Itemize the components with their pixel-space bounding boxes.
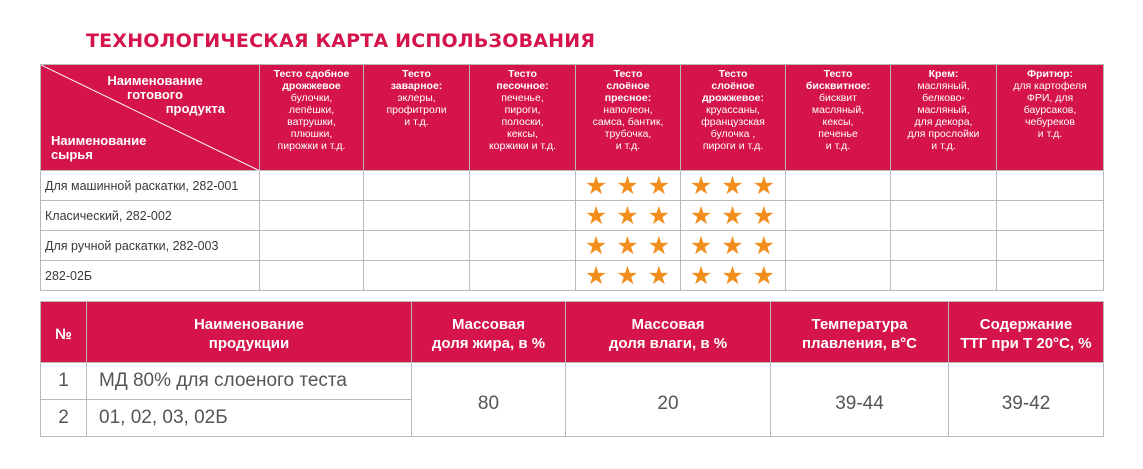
star-icon: ★ [689, 171, 714, 200]
empty-rating-cell [786, 231, 891, 261]
category-examples-line: ватрушки, [287, 116, 336, 128]
star-icon: ★ [616, 201, 640, 230]
product-category-header [576, 65, 681, 171]
category-title-line: Тесто [508, 68, 537, 80]
raw-material-row [41, 201, 1104, 231]
product-category-header [364, 65, 470, 171]
category-title-line: бисквитное: [805, 80, 871, 92]
column-header-line: доля жира, в % [431, 335, 546, 352]
finished-product-label: Наименование готового продукта [107, 73, 225, 116]
star-icon: ★ [752, 201, 777, 230]
category-title-line: Тесто [718, 68, 748, 80]
column-header-line: Наименование [193, 316, 305, 333]
category-examples-line: и т.д. [615, 140, 641, 152]
product-column-header [771, 302, 949, 363]
product-column-header [412, 302, 566, 363]
product-number: 2 [41, 400, 87, 437]
empty-rating-cell [891, 231, 997, 261]
category-examples-line: масляный, [917, 80, 970, 92]
raw-material-name: Для ручной раскатки, 282-003 [41, 231, 260, 261]
raw-material-name: Для машинной раскатки, 282-001 [41, 171, 260, 201]
category-title-line: Фритюр: [1027, 68, 1073, 80]
product-category-header [997, 65, 1104, 171]
column-header-line: Массовая [631, 316, 705, 333]
empty-rating-cell [470, 201, 576, 231]
empty-rating-cell [891, 201, 997, 231]
empty-rating-cell [364, 201, 470, 231]
column-header-line: плавления, в°С [801, 335, 918, 352]
star-icon: ★ [584, 201, 609, 230]
product-header-row [41, 302, 1104, 363]
product-name: МД 80% для слоеного теста [87, 363, 412, 400]
star-rating-cell [681, 171, 786, 201]
raw-material-name: Класический, 282-002 [41, 201, 260, 231]
star-rating-cell [576, 261, 681, 291]
category-examples-line: самса, бантик, [592, 116, 664, 128]
empty-rating-cell [364, 231, 470, 261]
category-title-line: заварное: [390, 80, 443, 92]
empty-rating-cell [470, 231, 576, 261]
category-examples-line: пироги, [504, 104, 541, 116]
product-column-header [41, 302, 87, 363]
category-examples-line: и т.д. [825, 140, 851, 152]
empty-rating-cell [891, 171, 997, 201]
product-row [41, 363, 1104, 400]
usage-table-body [41, 171, 1104, 291]
usage-table [40, 64, 1104, 291]
star-icon: ★ [721, 261, 745, 290]
category-examples-line: коржики и т.д. [488, 140, 557, 152]
star-icon: ★ [752, 261, 777, 290]
star-icon: ★ [584, 261, 609, 290]
category-title-line: песочное: [496, 80, 549, 92]
star-rating-cell [576, 231, 681, 261]
category-examples-line: пирожки и т.д. [277, 140, 346, 152]
star-rating-cell [681, 201, 786, 231]
category-examples-line: и т.д. [1037, 128, 1063, 140]
star-icon: ★ [647, 201, 672, 230]
product-column-header [87, 302, 412, 363]
empty-rating-cell [260, 261, 364, 291]
category-title-line: слоёное [711, 80, 755, 92]
raw-material-row [41, 171, 1104, 201]
star-icon: ★ [752, 171, 777, 200]
star-icon: ★ [689, 231, 714, 260]
empty-rating-cell [364, 171, 470, 201]
category-title-line: Тесто [402, 68, 431, 80]
solid-fat-content-value: 39-42 [949, 363, 1104, 437]
star-icon: ★ [616, 231, 640, 260]
category-examples-line: круассаны, [706, 104, 760, 116]
raw-material-row [41, 261, 1104, 291]
star-icon: ★ [584, 231, 609, 260]
category-examples-line: бисквит [819, 92, 857, 104]
category-title-line: Тесто [823, 68, 853, 80]
category-examples-line: баурсаков, [1023, 104, 1077, 116]
star-icon: ★ [584, 171, 609, 200]
star-icon: ★ [721, 231, 745, 260]
column-header-line: Температура [811, 316, 908, 333]
empty-rating-cell [260, 171, 364, 201]
star-rating-cell [681, 261, 786, 291]
category-title-line: Крем: [928, 68, 959, 80]
empty-rating-cell [470, 261, 576, 291]
category-examples-line: белково- [922, 92, 965, 104]
column-header-line: продукции [208, 335, 290, 352]
star-icon: ★ [689, 261, 714, 290]
empty-rating-cell [364, 261, 470, 291]
empty-rating-cell [260, 201, 364, 231]
melting-temperature-value: 39-44 [771, 363, 949, 437]
star-icon: ★ [647, 261, 672, 290]
column-header-line: доля влаги, в % [608, 335, 728, 352]
category-examples-line: для декора, [914, 116, 973, 128]
product-name: 01, 02, 03, 02Б [87, 400, 412, 437]
category-examples-line: для картофеля [1013, 80, 1087, 92]
category-title-line: Тесто сдобное [273, 68, 350, 80]
category-examples-line: и т.д. [404, 116, 429, 128]
category-examples-line: наполеон, [603, 104, 653, 116]
star-icon: ★ [616, 171, 640, 200]
corner-header-cell [41, 65, 260, 171]
category-examples-line: печенье [818, 128, 858, 140]
category-title-line: пресное: [604, 92, 652, 104]
empty-rating-cell [470, 171, 576, 201]
empty-rating-cell [997, 171, 1104, 201]
category-examples-line: лепёшки, [288, 104, 335, 116]
category-examples-line: французская [701, 116, 765, 128]
product-category-header [681, 65, 786, 171]
empty-rating-cell [786, 261, 891, 291]
product-category-header [470, 65, 576, 171]
category-examples-line: и т.д. [931, 140, 956, 152]
fat-content-value: 80 [412, 363, 566, 437]
empty-rating-cell [997, 231, 1104, 261]
category-examples-line: кексы, [822, 116, 854, 128]
star-rating-cell [576, 201, 681, 231]
empty-rating-cell [891, 261, 997, 291]
raw-material-label: Наименование сырья [51, 133, 147, 162]
column-header-line: Массовая [452, 316, 525, 333]
category-title-line: дрожжевое [282, 80, 341, 92]
empty-rating-cell [997, 261, 1104, 291]
category-examples-line: булочки, [290, 92, 333, 104]
product-column-header [949, 302, 1104, 363]
star-icon: ★ [689, 201, 714, 230]
category-examples-line: печенье, [501, 92, 544, 104]
raw-material-row [41, 231, 1104, 261]
column-header-line: Содержание [979, 316, 1073, 333]
column-header-line: № [55, 325, 72, 343]
category-examples-line: булочка , [710, 128, 756, 140]
product-category-header [891, 65, 997, 171]
column-header-line: ТТГ при Т 20°С, % [960, 335, 1092, 352]
category-examples-line: кексы, [507, 128, 538, 140]
category-title-line: дрожжевое: [701, 92, 764, 104]
category-examples-line: полоски, [501, 116, 544, 128]
product-table [40, 301, 1104, 437]
star-icon: ★ [647, 231, 672, 260]
product-category-header [786, 65, 891, 171]
category-examples-line: чебуреков [1025, 116, 1075, 128]
star-icon: ★ [616, 261, 640, 290]
usage-header-row [41, 65, 1104, 171]
category-examples-line: пироги и т.д. [702, 140, 764, 152]
category-examples-line: масляный, [917, 104, 970, 116]
category-examples-line: плюшки, [290, 128, 333, 140]
empty-rating-cell [786, 171, 891, 201]
star-rating-cell [681, 231, 786, 261]
category-title-line: Тесто [613, 68, 643, 80]
page-title: ТЕХНОЛОГИЧЕСКАЯ КАРТА ИСПОЛЬЗОВАНИЯ [86, 30, 596, 52]
star-icon: ★ [721, 201, 745, 230]
category-examples-line: ФРИ, для [1026, 92, 1074, 104]
product-number: 1 [41, 363, 87, 400]
product-column-header [566, 302, 771, 363]
star-icon: ★ [647, 171, 672, 200]
category-examples-line: эклеры, [397, 92, 436, 104]
category-examples-line: профитроли [386, 104, 447, 116]
category-examples-line: трубочка, [604, 128, 652, 140]
star-icon: ★ [752, 231, 777, 260]
category-examples-line: для прослойки [907, 128, 980, 140]
empty-rating-cell [260, 231, 364, 261]
raw-material-name: 282-02Б [41, 261, 260, 291]
empty-rating-cell [786, 201, 891, 231]
moisture-content-value: 20 [566, 363, 771, 437]
empty-rating-cell [997, 201, 1104, 231]
product-category-header [260, 65, 364, 171]
star-rating-cell [576, 171, 681, 201]
star-icon: ★ [721, 171, 745, 200]
category-title-line: слоёное [606, 80, 650, 92]
category-examples-line: масляный, [811, 104, 865, 116]
